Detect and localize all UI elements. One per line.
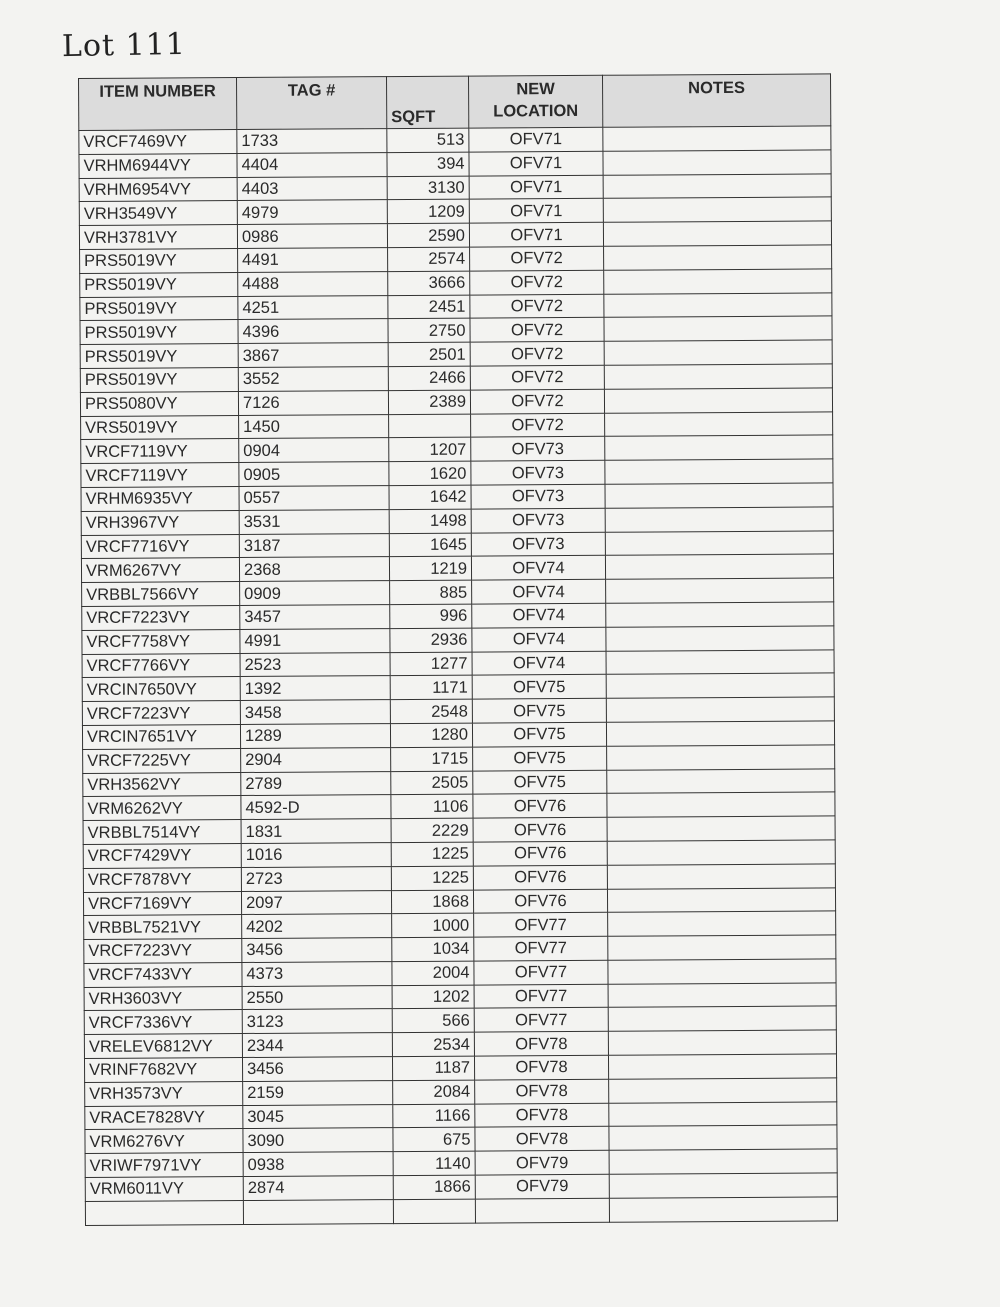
cell-tag: 4373 [242,961,392,986]
cell-notes [604,292,832,317]
cell-notes [606,602,834,627]
cell-notes [609,1125,837,1150]
cell-new-location: OFV74 [471,556,605,581]
table-body [79,126,838,1225]
cell-item-number: VRCF7716VY [81,534,239,559]
cell-new-location: OFV76 [473,889,607,914]
cell-sqft: 2004 [392,961,474,985]
cell-new-location: OFV75 [473,746,607,771]
cell-tag: 2874 [243,1176,393,1201]
cell-tag: 2344 [242,1033,392,1058]
cell-tag [243,1199,393,1224]
cell-item-number: VRM6011VY [85,1177,243,1202]
cell-tag: 4403 [237,176,387,201]
cell-new-location: OFV78 [475,1127,609,1152]
cell-new-location: OFV72 [470,389,604,414]
cell-tag: 1733 [237,129,387,154]
cell-sqft: 2451 [388,295,470,319]
column-header-new-location-line2: LOCATION [493,101,579,121]
cell-sqft [389,414,471,438]
cell-sqft: 3130 [387,176,469,200]
cell-item-number: VRM6262VY [83,796,241,821]
cell-tag: 3456 [242,1057,392,1082]
cell-tag: 3187 [239,533,389,558]
cell-new-location [475,1198,609,1223]
cell-notes [605,530,833,555]
cell-tag: 0909 [240,581,390,606]
cell-sqft: 2590 [387,223,469,247]
cell-item-number: VRCF7223VY [84,939,242,964]
cell-tag: 3867 [238,343,388,368]
cell-tag: 4404 [237,152,387,177]
inventory-table [78,73,838,1225]
cell-sqft: 2534 [392,1032,474,1056]
cell-item-number: PRS5019VY [80,296,238,321]
cell-item-number: VRH3781VY [79,225,237,250]
cell-sqft: 566 [392,1009,474,1033]
cell-item-number: VRIWF7971VY [85,1153,243,1178]
cell-notes [607,745,835,770]
cell-notes [606,721,834,746]
cell-new-location: OFV72 [470,294,604,319]
cell-tag: 3045 [243,1104,393,1129]
cell-notes [603,173,831,198]
cell-sqft: 1202 [392,985,474,1009]
cell-sqft: 1225 [391,842,473,866]
cell-notes [605,554,833,579]
cell-tag: 4396 [238,319,388,344]
cell-tag: 1392 [240,676,390,701]
cell-tag: 3531 [239,509,389,534]
cell-tag: 1016 [241,843,391,868]
cell-sqft: 1277 [390,652,472,676]
cell-sqft: 2084 [393,1080,475,1104]
handwritten-lot-note: Lot 111 [61,26,187,65]
cell-item-number: PRS5019VY [80,367,238,392]
cell-tag: 1450 [239,414,389,439]
cell-sqft: 1140 [393,1151,475,1175]
cell-new-location: OFV71 [469,222,603,247]
cell-new-location: OFV75 [473,770,607,795]
cell-sqft: 1645 [389,533,471,557]
cell-notes [605,411,833,436]
cell-item-number: VRS5019VY [81,415,239,440]
cell-notes [608,911,836,936]
cell-sqft: 1207 [389,437,471,461]
cell-new-location: OFV73 [471,508,605,533]
cell-notes [605,435,833,460]
cell-item-number: VRBBL7514VY [83,820,241,845]
cell-notes [608,1030,836,1055]
cell-tag: 2723 [241,866,391,891]
cell-notes [608,959,836,984]
cell-notes [608,1054,836,1079]
cell-new-location: OFV73 [471,460,605,485]
cell-tag: 0905 [239,462,389,487]
cell-notes [604,388,832,413]
cell-notes [606,626,834,651]
column-header-tag: TAG # [237,77,387,130]
cell-notes [608,1006,836,1031]
cell-item-number: VRCF7119VY [81,463,239,488]
cell-new-location: OFV78 [475,1079,609,1104]
cell-new-location: OFV73 [471,532,605,557]
cell-sqft: 2574 [388,247,470,271]
cell-notes [607,792,835,817]
cell-item-number: VRHM6935VY [81,486,239,511]
cell-new-location: OFV77 [474,960,608,985]
cell-item-number: VRCF7758VY [82,629,240,654]
cell-tag: 4991 [240,628,390,653]
cell-notes [609,1078,837,1103]
cell-item-number [85,1200,243,1225]
cell-sqft: 2501 [388,342,470,366]
cell-tag: 2097 [241,890,391,915]
cell-tag: 3457 [240,605,390,630]
cell-sqft: 1187 [392,1056,474,1080]
cell-sqft: 1225 [391,866,473,890]
header-row [79,74,831,131]
cell-sqft: 1106 [391,794,473,818]
cell-sqft: 1219 [389,556,471,580]
cell-tag: 2789 [241,771,391,796]
cell-item-number: VRBBL7521VY [84,915,242,940]
cell-notes [603,197,831,222]
cell-item-number: VRH3967VY [81,510,239,535]
cell-new-location: OFV76 [473,865,607,890]
cell-new-location: OFV72 [470,318,604,343]
cell-item-number: PRS5080VY [80,391,238,416]
cell-sqft: 1209 [387,200,469,224]
cell-tag: 4202 [242,914,392,939]
inventory-sheet [78,73,837,1225]
cell-notes [608,983,836,1008]
cell-tag: 0938 [243,1152,393,1177]
cell-item-number: VRCF7878VY [83,867,241,892]
cell-new-location: OFV72 [470,270,604,295]
cell-sqft: 1642 [389,485,471,509]
cell-item-number: VRH3549VY [79,201,237,226]
cell-sqft: 1000 [392,913,474,937]
cell-new-location: OFV71 [469,151,603,176]
cell-notes [607,840,835,865]
column-header-new-location [468,75,602,128]
cell-notes [606,649,834,674]
cell-new-location: OFV75 [472,698,606,723]
column-header-sqft: SQFT [386,76,468,128]
cell-item-number: VRINF7682VY [84,1058,242,1083]
cell-notes [607,864,835,889]
cell-tag: 3123 [242,1009,392,1034]
cell-sqft: 2548 [390,699,472,723]
cell-new-location: OFV77 [474,936,608,961]
cell-sqft: 1498 [389,509,471,533]
cell-tag: 4979 [237,200,387,225]
cell-item-number: VRCIN7651VY [82,724,240,749]
cell-sqft: 394 [387,152,469,176]
cell-item-number: VRHM6944VY [79,153,237,178]
cell-sqft: 675 [393,1128,475,1152]
cell-notes [603,221,831,246]
cell-notes [604,340,832,365]
cell-item-number: PRS5019VY [80,320,238,345]
cell-tag: 1831 [241,819,391,844]
cell-item-number: VRCF7469VY [79,130,237,155]
cell-item-number: VRCF7225VY [83,748,241,773]
cell-tag: 4488 [238,271,388,296]
cell-tag: 7126 [238,390,388,415]
column-header-notes: NOTES [602,74,830,127]
cell-new-location: OFV71 [469,175,603,200]
cell-sqft: 1034 [392,937,474,961]
cell-tag: 0904 [239,438,389,463]
cell-notes [609,1173,837,1198]
cell-tag: 3552 [238,367,388,392]
cell-notes [607,887,835,912]
cell-new-location: OFV77 [474,913,608,938]
cell-sqft: 885 [390,580,472,604]
cell-sqft: 1715 [391,747,473,771]
cell-sqft: 2505 [391,771,473,795]
cell-sqft: 2936 [390,628,472,652]
cell-sqft: 1620 [389,461,471,485]
cell-new-location: OFV74 [472,627,606,652]
cell-sqft: 1866 [393,1175,475,1199]
cell-new-location: OFV78 [474,1032,608,1057]
cell-new-location: OFV74 [472,651,606,676]
cell-item-number: VRCF7433VY [84,962,242,987]
cell-new-location: OFV73 [471,484,605,509]
cell-sqft: 996 [390,604,472,628]
cell-tag: 3090 [243,1128,393,1153]
cell-notes [604,364,832,389]
cell-item-number: VRELEV6812VY [84,1034,242,1059]
cell-tag: 3456 [242,938,392,963]
cell-new-location: OFV72 [470,341,604,366]
cell-new-location: OFV71 [469,127,603,152]
cell-item-number: VRCF7119VY [81,439,239,464]
cell-item-number: VRCF7223VY [82,701,240,726]
cell-tag: 2368 [239,557,389,582]
cell-notes [603,150,831,175]
cell-notes [603,126,831,151]
cell-new-location: OFV72 [470,246,604,271]
cell-new-location: OFV73 [471,437,605,462]
cell-tag: 2523 [240,652,390,677]
table-header [79,74,831,131]
cell-item-number: VRCF7169VY [83,891,241,916]
cell-notes [609,1149,837,1174]
cell-notes [608,935,836,960]
cell-sqft: 1166 [393,1104,475,1128]
cell-new-location: OFV75 [472,722,606,747]
column-header-new-location-line1: NEW [516,80,555,99]
cell-notes [606,697,834,722]
cell-item-number: VRCIN7650VY [82,677,240,702]
cell-notes [605,483,833,508]
cell-item-number: VRCF7429VY [83,843,241,868]
cell-item-number: VRH3603VY [84,986,242,1011]
cell-tag: 4251 [238,295,388,320]
cell-sqft: 2750 [388,318,470,342]
cell-sqft: 3666 [388,271,470,295]
cell-notes [606,578,834,603]
table-row [85,1197,837,1225]
cell-new-location: OFV79 [475,1174,609,1199]
cell-item-number: PRS5019VY [80,344,238,369]
cell-item-number: VRCF7766VY [82,653,240,678]
cell-item-number: VRM6267VY [81,558,239,583]
cell-sqft: 1868 [391,890,473,914]
cell-notes [609,1197,837,1222]
cell-tag: 2550 [242,985,392,1010]
cell-sqft: 513 [387,128,469,152]
cell-notes [606,673,834,698]
cell-new-location: OFV75 [472,675,606,700]
cell-sqft: 1171 [390,675,472,699]
cell-item-number: VRACE7828VY [85,1105,243,1130]
cell-new-location: OFV72 [470,365,604,390]
cell-tag: 2159 [243,1080,393,1105]
cell-new-location: OFV76 [473,841,607,866]
cell-item-number: PRS5019VY [80,249,238,274]
cell-new-location: OFV77 [474,984,608,1009]
cell-item-number: VRCF7336VY [84,1010,242,1035]
cell-new-location: OFV78 [475,1103,609,1128]
cell-item-number: VRH3562VY [83,772,241,797]
column-header-item-number: ITEM NUMBER [79,78,237,131]
cell-new-location: OFV74 [472,603,606,628]
cell-notes [605,459,833,484]
cell-new-location: OFV77 [474,1008,608,1033]
cell-item-number: VRH3573VY [85,1081,243,1106]
cell-item-number: VRM6276VY [85,1129,243,1154]
cell-sqft: 2229 [391,818,473,842]
cell-tag: 4491 [238,248,388,273]
cell-new-location: OFV79 [475,1151,609,1176]
cell-sqft: 2466 [388,366,470,390]
cell-tag: 4592-D [241,795,391,820]
cell-item-number: VRHM6954VY [79,177,237,202]
cell-item-number: VRBBL7566VY [82,582,240,607]
cell-new-location: OFV71 [469,199,603,224]
cell-notes [607,816,835,841]
cell-new-location: OFV76 [473,817,607,842]
cell-new-location: OFV78 [474,1055,608,1080]
cell-notes [605,507,833,532]
cell-item-number: PRS5019VY [80,272,238,297]
cell-tag: 2904 [241,747,391,772]
cell-sqft: 1280 [390,723,472,747]
cell-notes [604,245,832,270]
cell-notes [604,316,832,341]
cell-sqft [393,1199,475,1223]
cell-new-location: OFV72 [471,413,605,438]
cell-notes [607,768,835,793]
cell-tag: 0557 [239,486,389,511]
cell-notes [604,269,832,294]
cell-new-location: OFV74 [472,579,606,604]
cell-tag: 3458 [240,700,390,725]
cell-sqft: 2389 [388,390,470,414]
cell-item-number: VRCF7223VY [82,605,240,630]
cell-notes [609,1102,837,1127]
cell-tag: 1289 [240,724,390,749]
cell-new-location: OFV76 [473,794,607,819]
cell-tag: 0986 [237,224,387,249]
